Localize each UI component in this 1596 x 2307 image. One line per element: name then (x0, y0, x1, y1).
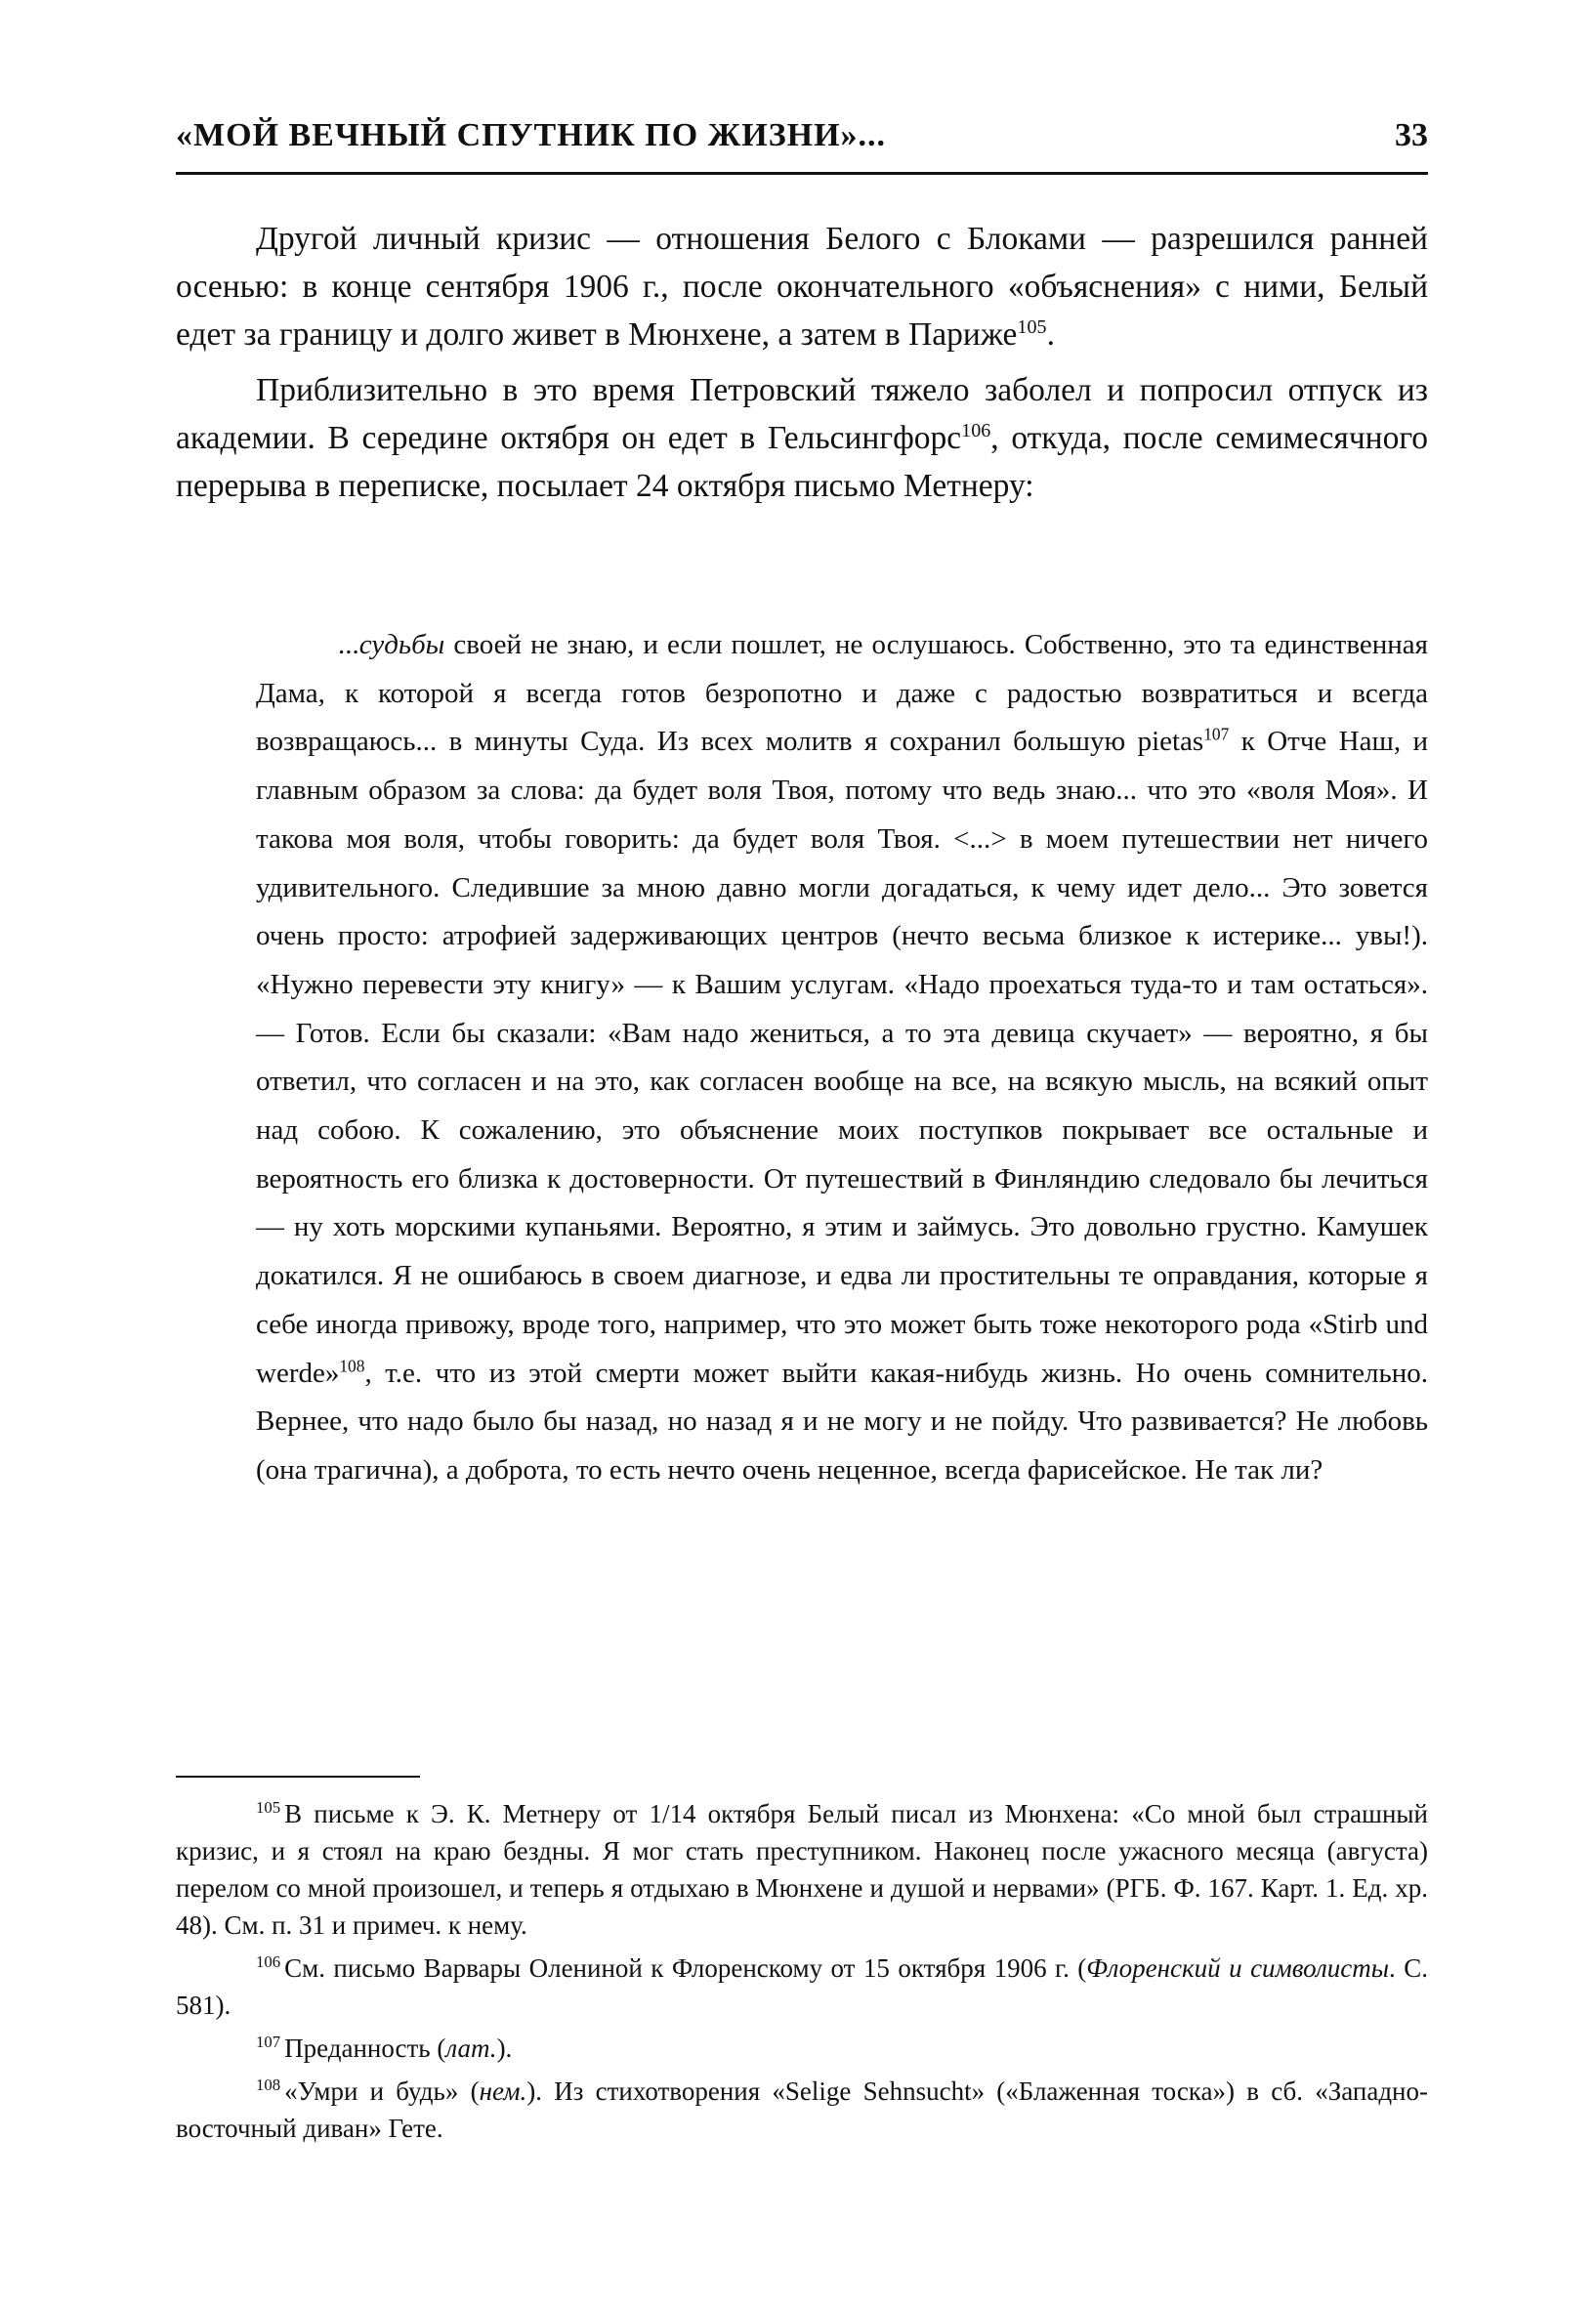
footnote-107: $^{107}$ Преданность (лат.). (256, 2033, 513, 2063)
footnote-ref-108: 108 (339, 1355, 365, 1375)
footnote-108: $^{108}$ «Умри и будь» (нем.). Из стихотворения «Selige Sehnsucht» («Блаженная тоска») в сб. «Западно-восточный диван» Гете. (176, 2076, 1428, 2143)
main-text (176, 215, 1428, 518)
running-header (176, 109, 1428, 168)
footnote-106: $^{106}$ См. письмо Варвары Олениной к Флоренскому от 15 октября 1906 г. (Флоренский и символисты. С. 581). (176, 1952, 1428, 2020)
running-title: «МОЙ ВЕЧНЫЙ СПУТНИК ПО ЖИЗНИ»... (176, 117, 887, 153)
footnote-rule (176, 1776, 420, 1778)
footnote-ref-105: 105 (1017, 315, 1047, 338)
paragraph-1: Другой личный кризис — отношения Белого с Блоками — разрешился ранней осенью: в конце сентября 1906 г., после окончательного «объяснения» с ними, Белый едет за границу и долго живет в Мюнхене, а затем в Париже$^{105}$. (176, 221, 1428, 353)
header-rule (176, 172, 1428, 175)
footnote-ref-107: 107 (1203, 724, 1230, 744)
paragraph-2: Приблизительно в это время Петровский тяжело заболел и попросил отпуск из академии. В середине октября он едет в Гельсингфорс$^{106}$, откуда, после семимесячного перерыва в переписке, посылает 24 октября письмо Метнеру: (176, 372, 1428, 504)
footnote-ref-106: 106 (961, 419, 991, 441)
letter-quotation: ...судьбы своей не знаю, и если пошлет, не ослушаюсь. Собственно, это та единственная Дама, к которой я всегда готов безропотно и даже с радостью возвратиться и всегда возвращаюсь... в минуты Суда. Из всех молитв я сохранил большую pietas$^{107}$ к Отче Наш, и главным образом за слова: да будет воля Твоя, потому что ведь знаю... что это «воля Моя». И такова моя воля, чтобы говорить: да будет воля Твоя. <...> в моем путешествии нет ничего удивительного. Следившие за мною давно могли догадаться, к чему идет дело... Это зовется очень просто: атрофией задерживающих центров (нечто весьма близкое к истерике... увы!). «Нужно перевести эту книгу» — к Вашим услугам. «Надо проехаться туда-то и там остаться». — Готов. Если бы сказали: «Вам надо жениться, а то эта девица скучает» — вероятно, я бы ответил, что согласен и на это, как согласен вообще на все, на всякую мысль, на всякий опыт над собою. К сожалению, это объяснение моих поступков покрывает все остальные и вероятность его близка к достоверности. От путешествий в Финляндию следовало бы лечиться — ну хоть морскими купаньями. Вероятно, я этим и займусь. Это довольно грустно. Камушек докатился. Я не ошибаюсь в своем диагнозе, и едва ли простительны те оправдания, которые я себе иногда привожу, вроде того, например, что это может быть тоже некоторого рода «Stirb und werde»$^{108}$, т.е. что из этой смерти может выйти какая-нибудь жизнь. Но очень сомнительно. Вернее, что надо было бы назад, но назад я и не могу и не пойду. Что развивается? Не любовь (она трагична), а доброта, то есть нечто очень неценное, всегда фарисейское. Не так ли? (256, 629, 1429, 1486)
footnote-105: $^{105}$ В письме к Э. К. Метнеру от 1/14 октября Белый писал из Мюнхена: «Со мной был страшный кризис, и я стоял на краю бездны. Я мог стать преступником. Наконец после ужасного месяца (августа) перелом со мной произошел, и теперь я отдыхаю в Мюнхене и душой и нервами» (РГБ. Ф. 167. Карт. 1. Ед. хр. 48). См. п. 31 и примеч. к нему. (176, 1798, 1428, 1940)
page-number: 33 (1395, 117, 1428, 153)
footnotes (176, 1795, 1428, 2153)
